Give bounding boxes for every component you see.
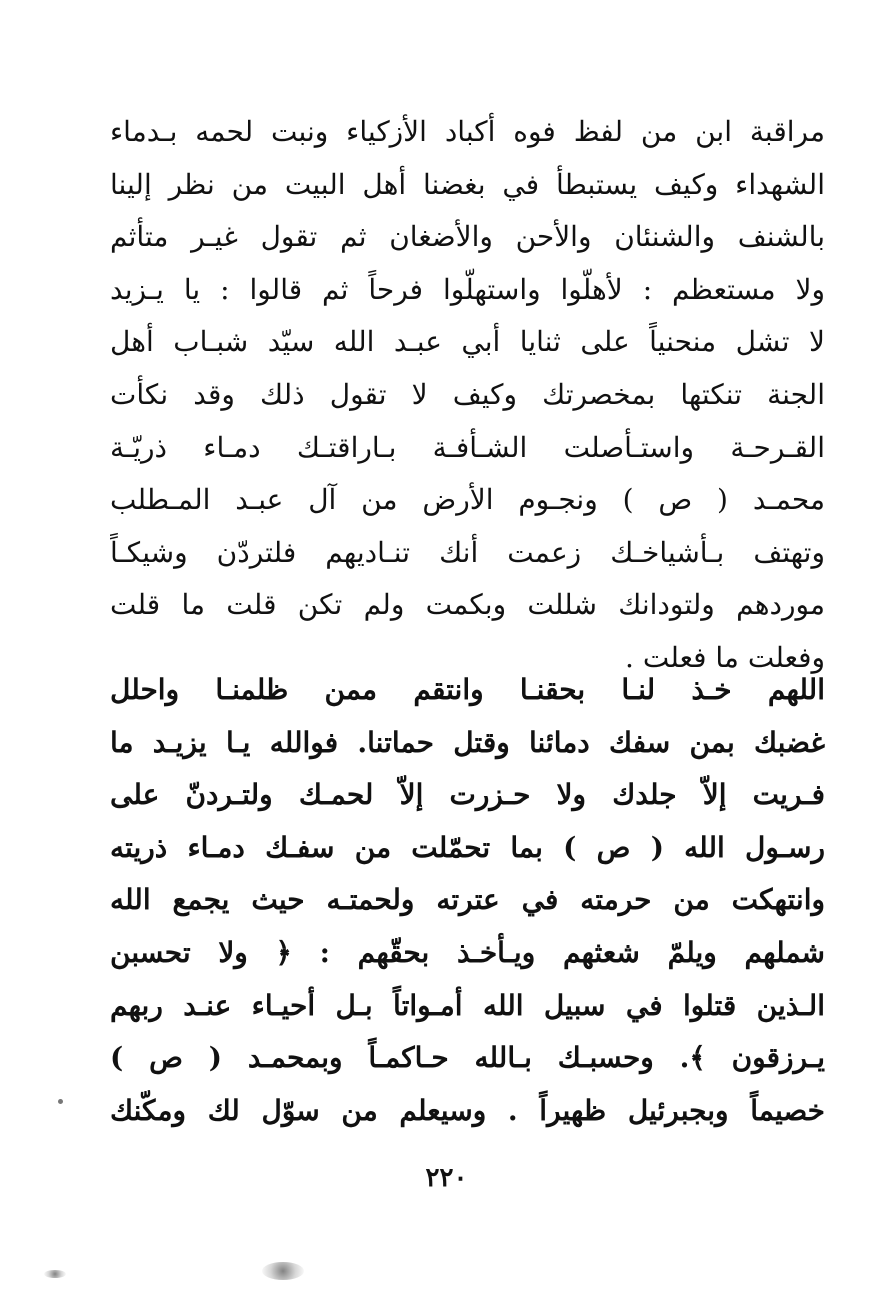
text-line: شملهم ويلمّ شعثهم ويـأخـذ بحقّهم : ﴿ ولا تحسبن [110,935,825,969]
paragraph-bold [110,664,825,1137]
scan-smudge [44,1270,66,1278]
scan-smudge [262,1262,304,1280]
text-line: الجنة تنكتها بمخصرتك وكيف لا تقول ذلك وقد نكأت [110,377,825,411]
scan-speck [58,1099,63,1104]
text-line: وانتهكت من حرمته في عترته ولحمتـه حيث يجمع الله [110,883,825,917]
text-line: وفعلت ما فعلت . [625,640,825,674]
text-line: اللهم خـذ لنـا بحقنـا وانتقم ممن ظلمنـا واحلل [110,673,825,706]
text-line: خصيماً وبجبرئيل ظهيراً . وسيعلم من سوّل لك ومكّنك [110,1093,825,1127]
text-line: الـذين قتلوا في سبيل الله أمـواتاً بـل أحيـاء عنـد ربهم [110,988,825,1022]
text-line: محمـد ( ص ) ونجـوم الأرض من آل عبـد المـطلب [110,483,825,517]
page-number: ٢٢٠ [425,1163,468,1193]
text-line: وتهتف بـأشياخـك زعمت أنك تنـاديهم فلتردّن وشيكـاً [110,535,825,569]
text-line: فـريت إلاّ جلدك ولا حـزرت إلاّ لحمـك ولتـردنّ على [110,778,825,812]
paragraph-regular [110,106,825,685]
text-line: موردهم ولتودانك شللت وبكمت ولم تكن قلت ما قلت [110,588,825,622]
text-line: مراقبة ابن من لفظ فوه أكباد الأزكياء ونبت لحمه بـدماء [110,115,825,148]
text-line: بالشنف والشنئان والأحن والأضغان ثم تقول غيـر متأثم [110,220,825,254]
text-line: يـرزقون ﴾. وحسبـك بـالله حـاكمـاً وبمحمـد ( ص ) [110,1041,825,1075]
text-line: رسـول الله ( ص ) بما تحمّلت من سفـك دمـاء ذريته [110,830,825,864]
text-line: لا تشل منحنياً على ثنايا أبي عبـد الله سيّد شبـاب أهل [110,325,825,359]
text-line: ولا مستعظم : لأهلّوا واستهلّوا فرحاً ثم قالوا : يا يـزيد [110,272,825,306]
text-line: الشهداء وكيف يستبطأ في بغضنا أهل البيت من نظر إلينا [110,167,825,201]
text-line: القـرحـة واستـأصلت الشـأفـة بـاراقتـك دمـاء ذريّـة [110,430,825,464]
text-line: غضبك بمن سفك دمائنا وقتل حماتنا. فوالله يـا يزيـد ما [110,725,825,759]
